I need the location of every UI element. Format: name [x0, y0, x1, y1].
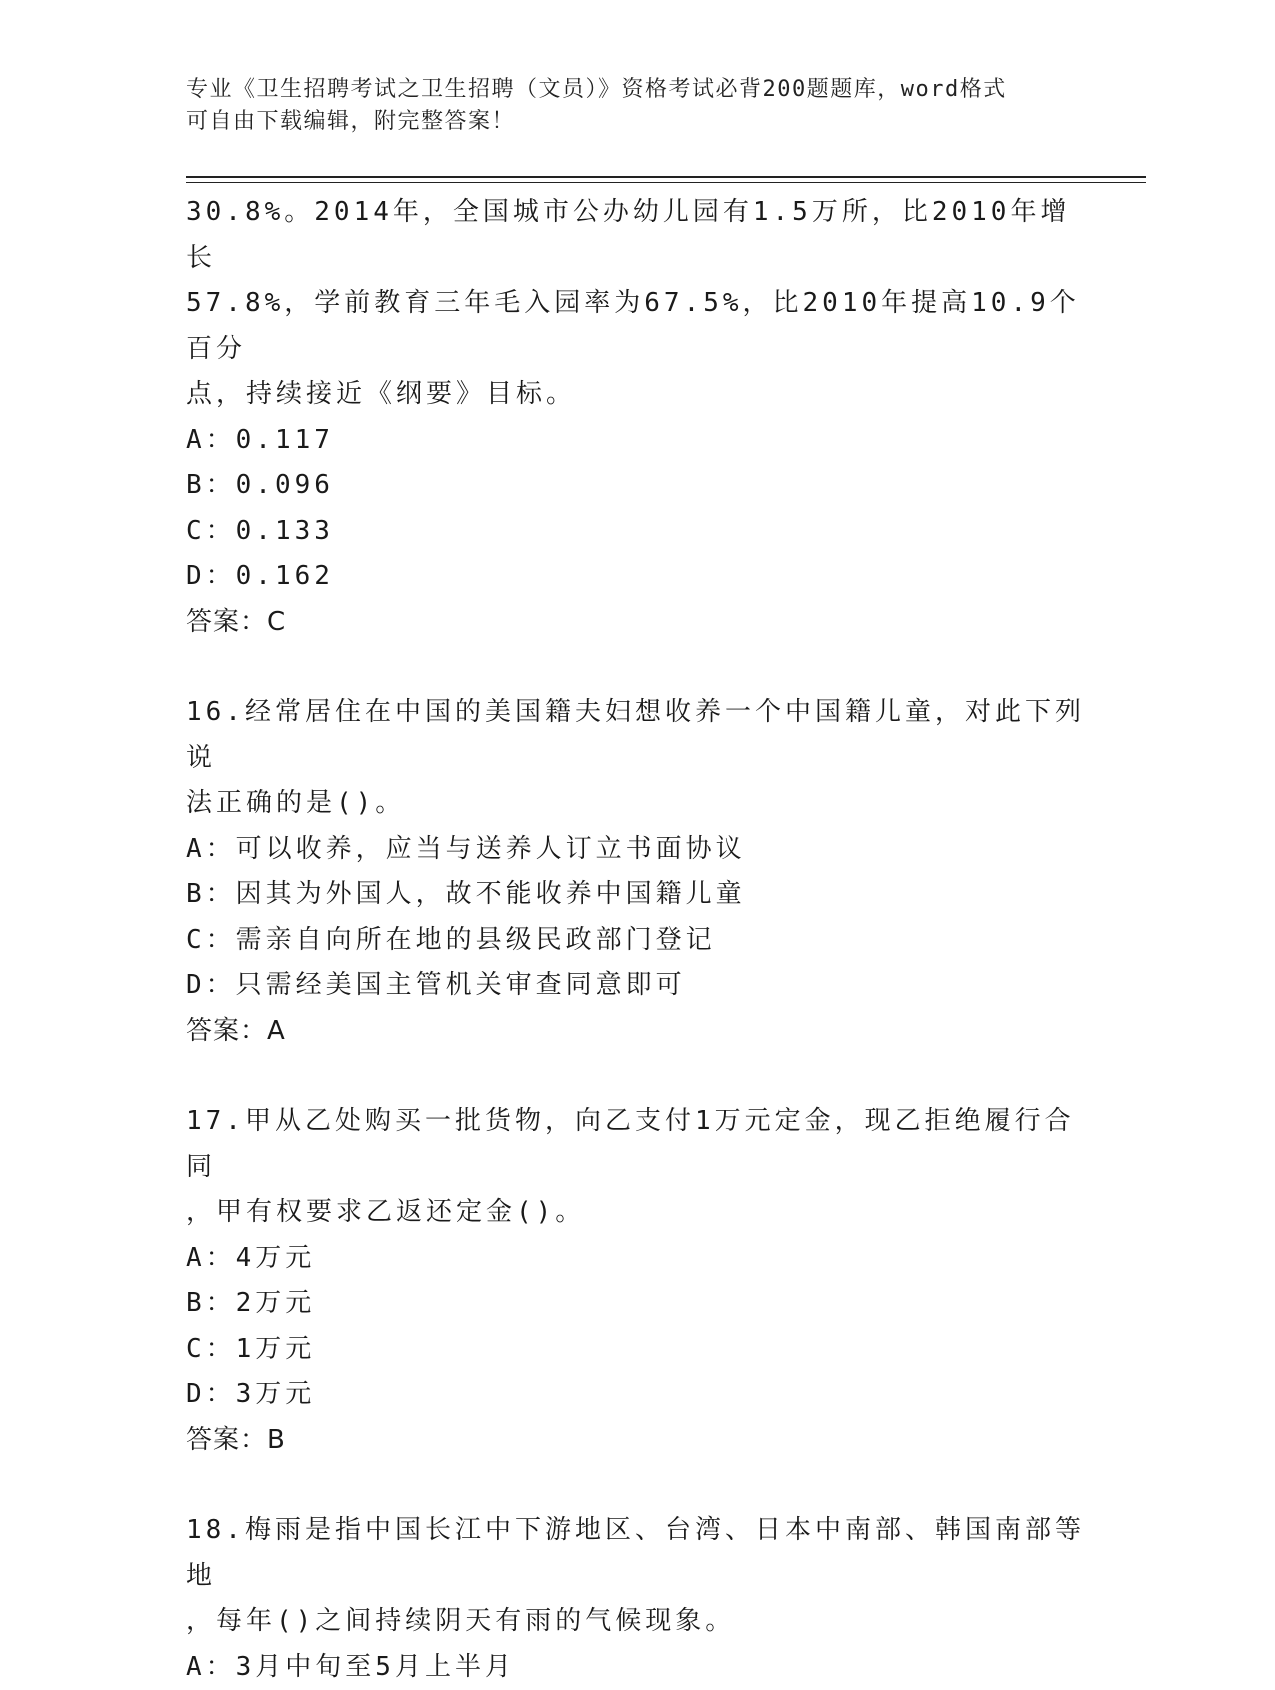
option-b: B：2万元	[186, 1281, 1086, 1327]
question-text-line: 18.梅雨是指中国长江中下游地区、台湾、日本中南部、韩国南部等地	[186, 1508, 1086, 1599]
document-header	[186, 74, 1066, 138]
question-15-continued	[186, 190, 1086, 645]
question-text-line: 57.8%，学前教育三年毛入园率为67.5%，比2010年提高10.9个百分	[186, 281, 1086, 372]
spacer	[186, 1463, 1086, 1508]
question-text-line: 30.8%。2014年，全国城市公办幼儿园有1.5万所，比2010年增长	[186, 190, 1086, 281]
option-b: B：0.096	[186, 463, 1086, 509]
spacer	[186, 1054, 1086, 1099]
question-text-line: 17.甲从乙处购买一批货物，向乙支付1万元定金，现乙拒绝履行合同	[186, 1099, 1086, 1190]
option-a: A：4万元	[186, 1236, 1086, 1282]
header-rule-thin	[186, 182, 1146, 183]
question-text-line: 16.经常居住在中国的美国籍夫妇想收养一个中国籍儿童，对此下列说	[186, 690, 1086, 781]
spacer	[186, 645, 1086, 690]
answer-line: 答案：A	[186, 1009, 1086, 1055]
option-c: C：1万元	[186, 1327, 1086, 1373]
option-d: D：3万元	[186, 1372, 1086, 1418]
option-d: D：0.162	[186, 554, 1086, 600]
question-text-line: ，甲有权要求乙返还定金()。	[186, 1190, 1086, 1236]
option-d: D：只需经美国主管机关审查同意即可	[186, 963, 1086, 1009]
option-b: B：因其为外国人，故不能收养中国籍儿童	[186, 872, 1086, 918]
option-c: C：需亲自向所在地的县级民政部门登记	[186, 918, 1086, 964]
option-a: A：3月中旬至5月上半月	[186, 1645, 1086, 1690]
header-rule-thick	[186, 176, 1146, 178]
option-a: A：0.117	[186, 418, 1086, 464]
question-content	[186, 190, 1086, 1690]
question-16	[186, 690, 1086, 1054]
header-line-1: 专业《卫生招聘考试之卫生招聘（文员）》资格考试必背200题题库，word格式	[186, 74, 1066, 106]
option-c: C：0.133	[186, 509, 1086, 555]
question-text-line: 点，持续接近《纲要》目标。	[186, 372, 1086, 418]
answer-line: 答案：C	[186, 600, 1086, 646]
answer-line: 答案：B	[186, 1418, 1086, 1464]
question-17	[186, 1099, 1086, 1463]
option-a: A：可以收养，应当与送养人订立书面协议	[186, 827, 1086, 873]
question-text-line: 法正确的是()。	[186, 781, 1086, 827]
question-text-line: ，每年()之间持续阴天有雨的气候现象。	[186, 1599, 1086, 1645]
header-line-2: 可自由下载编辑，附完整答案！	[186, 106, 1066, 138]
question-18	[186, 1508, 1086, 1690]
